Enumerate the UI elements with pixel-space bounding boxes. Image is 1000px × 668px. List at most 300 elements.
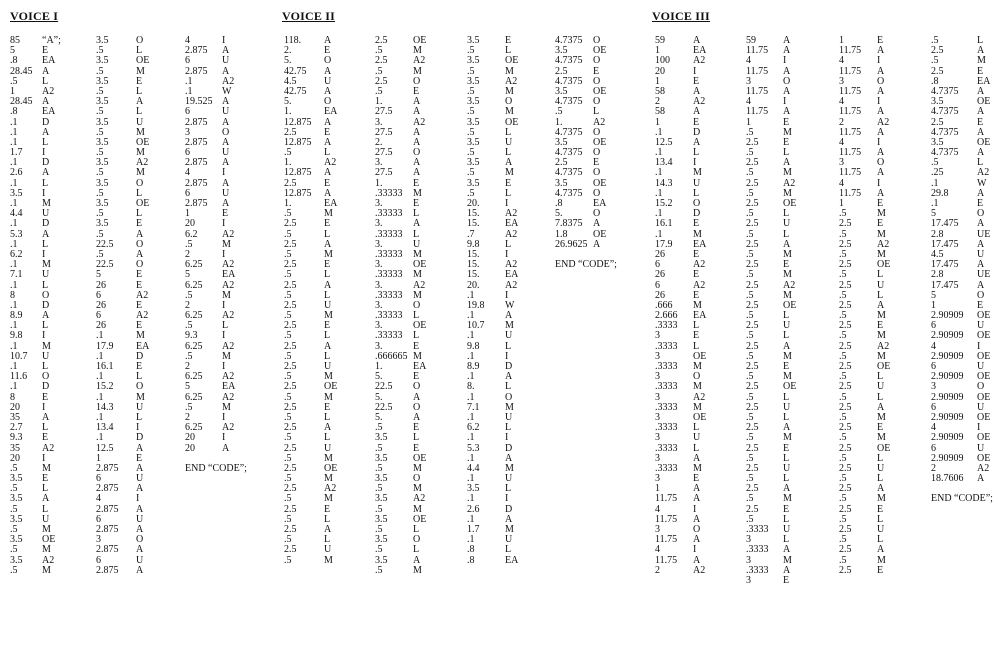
code-row xyxy=(185,403,247,413)
duration-value: 4.7375 xyxy=(555,187,583,199)
phoneme-code: M xyxy=(877,432,886,444)
phoneme-code: E xyxy=(783,574,790,586)
duration-value: 3 xyxy=(839,75,844,87)
phoneme-code: I xyxy=(222,167,226,179)
duration-value: 5.3 xyxy=(10,228,23,240)
phoneme-code: M xyxy=(505,167,514,179)
duration-value: 12.875 xyxy=(284,116,312,128)
phoneme-code: A xyxy=(324,116,332,128)
phoneme-code: A2 xyxy=(977,462,990,474)
duration-value: .1 xyxy=(655,187,663,199)
phoneme-code: E xyxy=(977,299,984,311)
phoneme-code: O xyxy=(593,126,601,138)
phoneme-code: A xyxy=(693,106,701,118)
duration-value: 2.5 xyxy=(284,320,297,332)
code-row xyxy=(185,107,247,117)
duration-value: 5. xyxy=(375,371,383,383)
duration-value: 2.875 xyxy=(96,483,119,495)
phoneme-code: A xyxy=(324,136,332,148)
duration-value: .5 xyxy=(746,330,754,342)
phoneme-code: M xyxy=(877,208,886,220)
phoneme-code: M xyxy=(413,269,422,281)
phoneme-code: M xyxy=(693,167,702,179)
duration-value: .33333 xyxy=(375,289,403,301)
duration-value: 1.7 xyxy=(10,147,23,159)
duration-value: .5 xyxy=(284,147,292,159)
duration-value: .1 xyxy=(467,330,475,342)
phoneme-code: U xyxy=(783,524,791,535)
phoneme-code: U xyxy=(877,462,885,474)
duration-value: 6.25 xyxy=(185,259,203,271)
phoneme-code: M xyxy=(877,330,886,342)
duration-value: 2 xyxy=(655,96,660,108)
phoneme-code: M xyxy=(324,493,333,505)
phoneme-code: A xyxy=(783,422,791,434)
duration-value: 3.5 xyxy=(467,136,480,148)
duration-value: 6 xyxy=(96,554,101,566)
duration-value: .5 xyxy=(746,289,754,301)
duration-value: .5 xyxy=(839,310,847,322)
phoneme-code: M xyxy=(324,310,333,322)
duration-value: 2.5 xyxy=(284,361,297,372)
phoneme-code: L xyxy=(42,136,49,148)
phoneme-code: M xyxy=(136,391,145,403)
duration-value: 4.7375 xyxy=(931,126,959,138)
phoneme-code: OE xyxy=(877,442,891,454)
phoneme-code: A2 xyxy=(42,442,55,454)
phoneme-code: L xyxy=(505,147,512,159)
duration-value: .5 xyxy=(931,55,939,67)
duration-value: .5 xyxy=(284,289,292,301)
duration-value: .5 xyxy=(284,228,292,240)
duration-value: 26 xyxy=(96,279,106,291)
phoneme-code: L xyxy=(693,320,700,332)
duration-value: 2.5 xyxy=(839,401,852,413)
phoneme-code: O xyxy=(593,75,601,87)
phoneme-code: O xyxy=(413,147,421,159)
duration-value: 2.5 xyxy=(746,503,759,515)
duration-value: 2. xyxy=(375,136,383,148)
phoneme-code: A2 xyxy=(877,238,890,250)
code-row xyxy=(10,189,61,199)
code-row xyxy=(931,189,993,199)
duration-value: .5 xyxy=(375,65,383,77)
duration-value: .5 xyxy=(10,524,18,535)
phoneme-code: A xyxy=(324,35,332,46)
duration-value: .5 xyxy=(96,208,104,220)
duration-value: 22.5 xyxy=(375,381,393,393)
phoneme-code: L xyxy=(136,371,143,383)
phoneme-code: A xyxy=(324,167,332,179)
phoneme-code: D xyxy=(136,432,144,444)
phoneme-code: E xyxy=(877,35,884,46)
code-row xyxy=(185,260,247,270)
duration-value: .1 xyxy=(467,534,475,546)
phoneme-code: OE xyxy=(783,381,797,393)
duration-value: 3.5 xyxy=(96,177,109,189)
phoneme-code: O xyxy=(877,75,885,87)
phoneme-code: A xyxy=(877,85,885,97)
phoneme-code: A2 xyxy=(877,116,890,128)
phoneme-code: O xyxy=(693,198,701,209)
phoneme-code: U xyxy=(977,320,985,332)
duration-value: 3 xyxy=(839,157,844,169)
duration-value: 3.5 xyxy=(555,85,568,97)
phoneme-code: A xyxy=(505,310,513,322)
phoneme-code: L xyxy=(136,106,143,118)
code-row xyxy=(467,423,518,433)
duration-value: 35 xyxy=(10,442,20,454)
phoneme-code: I xyxy=(222,432,226,444)
duration-value: .1 xyxy=(96,371,104,383)
phoneme-code: A xyxy=(42,310,50,322)
duration-value: 5 xyxy=(931,208,936,220)
code-row xyxy=(10,148,61,158)
phoneme-code: O xyxy=(413,534,421,546)
phoneme-code: L xyxy=(42,279,49,291)
duration-value: .3333 xyxy=(746,524,769,535)
duration-value: 6 xyxy=(96,310,101,322)
phoneme-code: E xyxy=(42,432,49,444)
code-row xyxy=(10,556,61,566)
phoneme-code: A xyxy=(136,524,144,535)
phoneme-code: A xyxy=(505,371,513,383)
phoneme-code: M xyxy=(42,259,51,271)
duration-value: 2.5 xyxy=(746,259,759,271)
phoneme-code: E xyxy=(783,116,790,128)
phoneme-code: L xyxy=(505,381,512,393)
duration-value: 8 xyxy=(10,391,15,403)
duration-value: .5 xyxy=(96,65,104,77)
code-row xyxy=(185,118,247,128)
duration-value: 2.875 xyxy=(96,503,119,515)
phoneme-code: A xyxy=(222,45,230,57)
duration-value: 19.8 xyxy=(467,299,485,311)
duration-value: 11.75 xyxy=(839,147,862,159)
phoneme-code: L xyxy=(783,473,790,485)
phoneme-code: E xyxy=(877,422,884,434)
duration-value: 2.5 xyxy=(839,381,852,393)
duration-value: 3 xyxy=(746,574,751,586)
duration-value: 3.5 xyxy=(931,136,944,148)
duration-value: .5 xyxy=(467,167,475,179)
duration-value: 4 xyxy=(655,544,660,556)
duration-value: .1 xyxy=(655,147,663,159)
phoneme-code: A xyxy=(42,96,50,108)
phoneme-code: O xyxy=(136,534,144,546)
phoneme-code: EA xyxy=(593,198,607,209)
code-row xyxy=(10,36,61,46)
duration-value: 2.5 xyxy=(555,157,568,169)
voice-2-title: VOICE II xyxy=(282,9,336,23)
phoneme-code: A2 xyxy=(693,391,706,403)
phoneme-code: L xyxy=(324,330,331,342)
phoneme-code: L xyxy=(222,320,229,332)
phoneme-code: U xyxy=(222,187,230,199)
duration-value: 6 xyxy=(185,147,190,159)
phoneme-code: E xyxy=(593,157,600,169)
phoneme-code: I xyxy=(222,35,226,46)
phoneme-code: A2 xyxy=(324,483,337,495)
code-row xyxy=(10,474,61,484)
phoneme-code: A xyxy=(977,126,985,138)
phoneme-code: L xyxy=(693,147,700,159)
duration-value: 6 xyxy=(96,473,101,485)
phoneme-code: L xyxy=(324,269,331,281)
duration-value: 2 xyxy=(655,564,660,576)
duration-value: .1 xyxy=(467,350,475,362)
phoneme-code: A xyxy=(783,483,791,495)
duration-value: 3.5 xyxy=(375,513,388,525)
phoneme-code: OE xyxy=(324,462,338,474)
duration-value: 12.875 xyxy=(284,167,312,179)
phoneme-code: D xyxy=(42,299,50,311)
phoneme-code: M xyxy=(877,350,886,362)
phoneme-code: O xyxy=(413,401,421,413)
duration-value: 2.5 xyxy=(375,55,388,67)
phoneme-code: E xyxy=(693,75,700,87)
phoneme-code: O xyxy=(693,524,701,535)
phoneme-code: U xyxy=(324,361,332,372)
duration-value: 11.75 xyxy=(839,65,862,77)
duration-value: 3.5 xyxy=(96,218,109,230)
phoneme-code: M xyxy=(693,401,702,413)
duration-value: 3.5 xyxy=(10,493,23,505)
phoneme-code: L xyxy=(324,432,331,444)
phoneme-code: E xyxy=(413,198,420,209)
duration-value: 2.5 xyxy=(746,238,759,250)
duration-value: 8.9 xyxy=(467,361,480,372)
duration-value: 2.90909 xyxy=(931,350,964,362)
phoneme-code: A2 xyxy=(877,340,890,352)
code-row xyxy=(10,372,61,382)
duration-value: 2 xyxy=(185,248,190,260)
phoneme-code: L xyxy=(505,483,512,495)
code-row xyxy=(655,433,706,443)
code-row xyxy=(185,77,247,87)
duration-value: 2.5 xyxy=(839,462,852,474)
phoneme-code: U xyxy=(136,473,144,485)
phoneme-code: EA xyxy=(505,218,519,230)
phoneme-code: A xyxy=(222,442,230,454)
duration-value: 11.75 xyxy=(839,126,862,138)
phoneme-code: L xyxy=(413,330,420,342)
phoneme-code: O xyxy=(413,299,421,311)
phoneme-code: EA xyxy=(324,198,338,209)
phoneme-code: O xyxy=(136,238,144,250)
phoneme-code: I xyxy=(222,361,226,372)
duration-value: .5 xyxy=(839,208,847,220)
duration-value: .5 xyxy=(284,371,292,383)
phoneme-code: M xyxy=(693,228,702,240)
duration-value: .1 xyxy=(931,198,939,209)
phoneme-code: A2 xyxy=(413,116,426,128)
phoneme-code: D xyxy=(42,381,50,393)
phoneme-code: E xyxy=(977,198,984,209)
duration-value: .25 xyxy=(931,167,944,179)
phoneme-code: L xyxy=(505,45,512,57)
duration-value: 2.7 xyxy=(10,422,23,434)
duration-value: 42.75 xyxy=(284,65,307,77)
phoneme-code: OE xyxy=(783,198,797,209)
duration-value: 9.3 xyxy=(185,330,198,342)
phoneme-code: A xyxy=(877,401,885,413)
duration-value: 2.875 xyxy=(96,564,119,576)
duration-value: 35 xyxy=(10,411,20,423)
phoneme-code: A xyxy=(977,218,985,230)
phoneme-code: EA xyxy=(222,269,236,281)
phoneme-code: U xyxy=(136,513,144,525)
phoneme-code: I xyxy=(42,147,46,159)
duration-value: .5 xyxy=(746,187,754,199)
duration-value: .1 xyxy=(467,310,475,322)
phoneme-code: O xyxy=(42,289,50,301)
duration-value: 2.5 xyxy=(746,401,759,413)
duration-value: 13.4 xyxy=(655,157,673,169)
phoneme-code: OE xyxy=(693,350,707,362)
phoneme-code: O xyxy=(42,371,50,383)
phoneme-code: A xyxy=(136,564,144,576)
duration-value: 4 xyxy=(839,96,844,108)
phoneme-code: OE xyxy=(413,513,427,525)
phoneme-code: E xyxy=(413,371,420,383)
phoneme-code: OE xyxy=(977,411,991,423)
duration-value: .3333 xyxy=(746,564,769,576)
phoneme-code: L xyxy=(136,208,143,220)
phoneme-code: D xyxy=(42,116,50,128)
code-row xyxy=(10,291,61,301)
phoneme-code: D xyxy=(42,218,50,230)
phoneme-code: L xyxy=(505,126,512,138)
phoneme-code: EA xyxy=(693,238,707,250)
duration-value: 4 xyxy=(746,55,751,67)
duration-value: 26 xyxy=(655,269,665,281)
duration-value: 3.5 xyxy=(375,432,388,444)
duration-value: .5 xyxy=(746,432,754,444)
duration-value: 100 xyxy=(655,55,670,67)
phoneme-code: I xyxy=(505,493,509,505)
phoneme-code: I xyxy=(977,422,981,434)
duration-value: 6.25 xyxy=(185,310,203,322)
phoneme-code: I xyxy=(783,55,787,67)
duration-value: .33333 xyxy=(375,310,403,322)
duration-value: 3 xyxy=(746,534,751,546)
duration-value: .1 xyxy=(655,208,663,220)
phoneme-code: L xyxy=(877,289,884,301)
phoneme-code: O xyxy=(977,208,985,220)
code-row xyxy=(284,433,337,443)
duration-value: 2.5 xyxy=(284,401,297,413)
code-row xyxy=(746,46,796,56)
phoneme-code: A xyxy=(222,157,230,169)
phoneme-code: E xyxy=(324,177,331,189)
duration-value: 11.75 xyxy=(839,187,862,199)
phoneme-code: U xyxy=(877,279,885,291)
phoneme-code: OE xyxy=(977,371,991,383)
phoneme-code: M xyxy=(783,350,792,362)
duration-value: 3.5 xyxy=(10,554,23,566)
duration-value: .5 xyxy=(931,157,939,169)
phoneme-code: O xyxy=(324,96,332,108)
phoneme-code: L xyxy=(413,228,420,240)
code-row xyxy=(931,474,993,484)
duration-value: 1 xyxy=(655,45,660,57)
phoneme-code: L xyxy=(693,340,700,352)
phoneme-code: U xyxy=(42,208,50,220)
duration-value: 3 xyxy=(655,411,660,423)
duration-value: 1. xyxy=(375,361,383,372)
phoneme-code: A2 xyxy=(136,289,149,301)
duration-value: 58 xyxy=(655,85,665,97)
duration-value: .5 xyxy=(284,513,292,525)
duration-value: 4.7375 xyxy=(555,147,583,159)
code-row xyxy=(10,168,61,178)
code-row xyxy=(10,128,61,138)
phoneme-code: U xyxy=(42,513,50,525)
duration-value: 3.5 xyxy=(931,96,944,108)
phoneme-code: A xyxy=(413,136,421,148)
phoneme-code: A xyxy=(977,238,985,250)
phoneme-code: EA xyxy=(324,106,338,118)
duration-value: 2.90909 xyxy=(931,411,964,423)
duration-value: 7.1 xyxy=(10,269,23,281)
phoneme-code: A xyxy=(505,157,513,169)
phoneme-code: L xyxy=(693,442,700,454)
code-row xyxy=(185,158,247,168)
code-row xyxy=(655,270,706,280)
phoneme-code: A2 xyxy=(693,96,706,108)
phoneme-code: L xyxy=(324,289,331,301)
phoneme-code: M xyxy=(222,289,231,301)
duration-value: 4 xyxy=(185,167,190,179)
voice-1-title: VOICE I xyxy=(10,9,59,23)
duration-value: 17.475 xyxy=(931,259,959,271)
duration-value: 28.45 xyxy=(10,96,33,108)
duration-value: .5 xyxy=(185,289,193,301)
code-row xyxy=(375,270,426,280)
duration-value: .3333 xyxy=(655,361,678,372)
duration-value: .5 xyxy=(839,228,847,240)
phoneme-code: U xyxy=(505,473,513,485)
duration-value: .5 xyxy=(96,126,104,138)
duration-value: .1 xyxy=(10,177,18,189)
phoneme-code: L xyxy=(324,534,331,546)
duration-value: 1. xyxy=(555,116,563,128)
duration-value: 5.3 xyxy=(467,442,480,454)
code-row xyxy=(655,566,706,576)
phoneme-code: A xyxy=(977,279,985,291)
duration-value: 2.5 xyxy=(746,218,759,230)
phoneme-code: U xyxy=(136,401,144,413)
duration-value: 2.90909 xyxy=(931,391,964,403)
duration-value: 2. xyxy=(284,45,292,57)
duration-value: 2.875 xyxy=(185,177,208,189)
phoneme-code: L xyxy=(42,483,49,495)
duration-value: .8 xyxy=(555,198,563,209)
phoneme-code: O xyxy=(136,177,144,189)
phoneme-code: A xyxy=(42,167,50,179)
phoneme-code: L xyxy=(977,157,984,169)
duration-value: 3.5 xyxy=(555,136,568,148)
duration-value: 20 xyxy=(185,432,195,444)
duration-value: 14.3 xyxy=(96,401,114,413)
duration-value: 11.75 xyxy=(746,45,769,57)
duration-value: .5 xyxy=(185,238,193,250)
phoneme-code: L xyxy=(877,391,884,403)
phoneme-code: L xyxy=(42,177,49,189)
duration-value: 12.5 xyxy=(655,136,673,148)
phoneme-code: L xyxy=(413,524,420,535)
